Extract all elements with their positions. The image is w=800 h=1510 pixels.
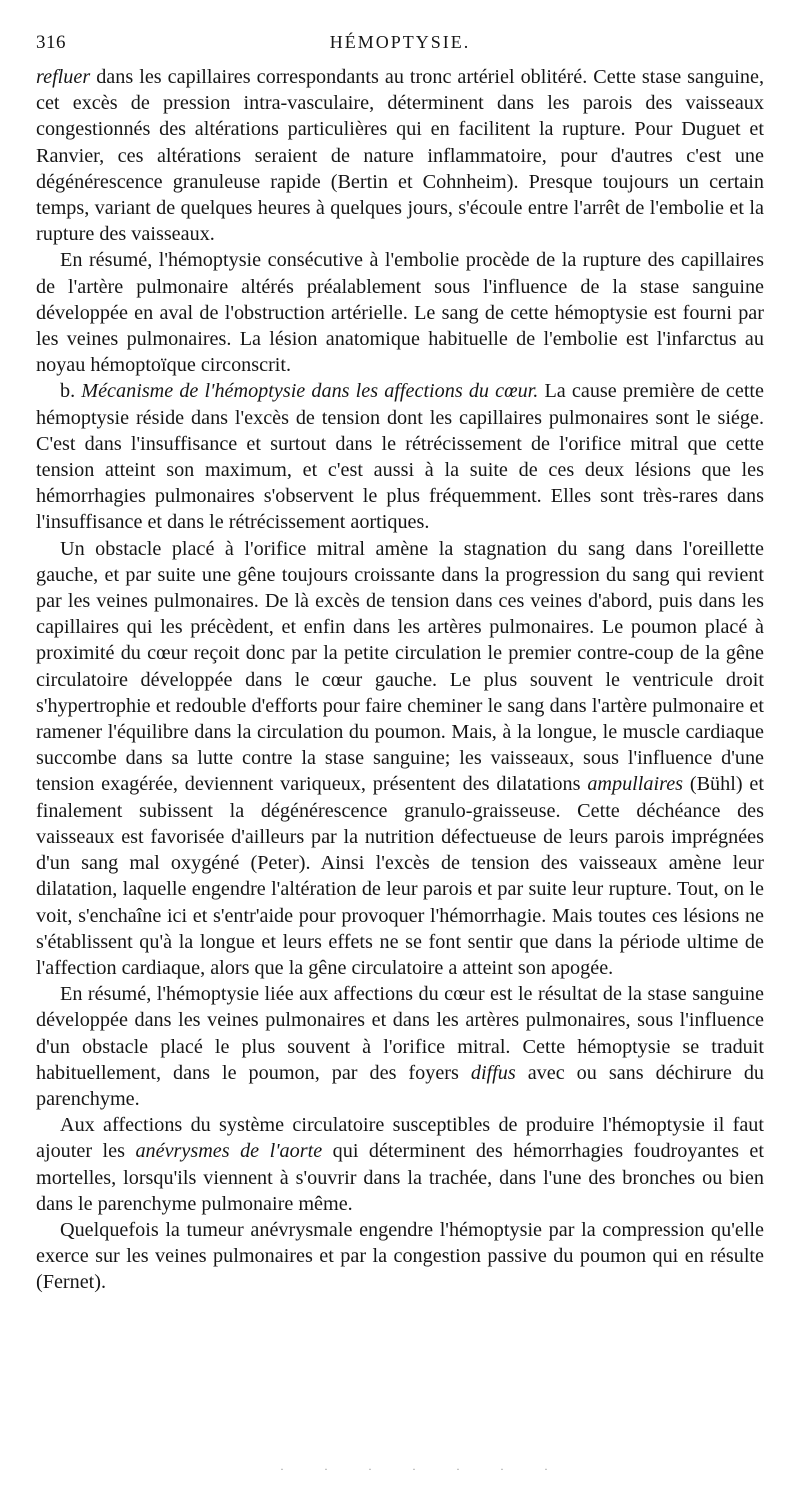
text-run: avec ou sans déchirure du parenchyme. — [36, 1061, 765, 1110]
text-run: En résumé, l'hémoptysie liée aux affections du cœur est le résultat de la stase sanguine développée dans les veines pulmonaires et dans les artères pulmonaires, sous l'influence d'un obstacle placé le plus souvent à l'orifice mitral. Cette hémoptysie se traduit habituellement, dans le poumon, par des foyers — [36, 983, 764, 1084]
paragraph — [36, 247, 764, 378]
italic-text: Mécanisme de l'hémoptysie dans les affections du cœur. — [81, 380, 539, 403]
paragraph — [36, 1112, 764, 1217]
page-header — [36, 30, 764, 58]
italic-text: refluer — [36, 66, 91, 88]
page-number: 316 — [36, 32, 66, 53]
running-title: HÉMOPTYSIE. — [329, 32, 471, 52]
text-run: Aux affections du système circulatoire susceptibles de produire l'hémoptysie il faut ajouter les — [36, 1114, 764, 1163]
paragraph — [36, 981, 764, 1112]
scan-specks: ······· — [280, 1462, 588, 1476]
text-run: Quelquefois la tumeur anévrysmale engendre l'hémoptysie par la compression qu'elle exerce sur les veines pulmonaires et par la congestion passive du poumon qui en résulte (Fernet). — [36, 1218, 764, 1294]
paragraph — [36, 1217, 764, 1296]
italic-text: anévrysmes de l'aorte — [135, 1140, 323, 1163]
body-text — [36, 64, 764, 1296]
text-run: En résumé, l'hémoptysie consécutive à l'embolie procède de la rupture des capillaires de l'artère pulmonaire altérés préalablement sous l'influence de la stase sanguine développée en aval de l'obstruction artérielle. Le sang de cette hémoptysie est fourni par les veines pulmonaires. La lésion anatomique habituelle de l'embolie est l'infarctus au noyau hémoptoïque circonscrit. — [36, 249, 764, 377]
paragraph — [36, 378, 764, 535]
paragraph — [36, 536, 764, 981]
text-run: La cause première de cette hémoptysie réside dans l'excès de tension dont les capillaires pulmonaires sont le siége. C'est dans l'insuffisance et surtout dans le rétrécissement de l'orifice mitral que cette tension atteint son maximum, et c'est aussi à la suite de ces deux lésions que les hémorrhagies pulmonaires s'observent le plus fréquemment. Elles sont très-rares dans l'insuffisance et dans le rétrécissement aortiques. — [36, 380, 764, 534]
text-run: qui déterminent des hémorrhagies foudroyantes et mortelles, lorsqu'ils viennent à s'ouvrir dans la trachée, dans l'une des bronches ou bien dans le parenchyme pulmonaire même. — [36, 1140, 764, 1215]
italic-text: diffus — [470, 1061, 516, 1084]
text-run: b. — [60, 380, 82, 403]
text-run: Un obstacle placé à l'orifice mitral amène la stagnation du sang dans l'oreillette gauche, et par suite une gêne toujours croissante dans la progression du sang qui revient par les veines pulmonaires. De là excès de tension dans ces veines d'abord, puis dans les capillaires qui les précèdent, et enfin dans les artères pulmonaires. Le poumon placé à proximité du cœur reçoit donc par la petite circulation le premier contre-coup de la gêne circulatoire développée dans le cœur gauche. Le plus souvent le ventricule droit s'hypertrophie et redouble d'efforts pour faire cheminer le sang dans l'artère pulmonaire et ramener l'équilibre dans la circulation du poumon. Mais, à la longue, le muscle cardiaque succombe dans sa lutte contre la stase sanguine; les vaisseaux, sous l'influence d'une tension exagérée, deviennent variqueux, présentent des dilatations — [36, 537, 764, 796]
text-run: (Bühl) et finalement subissent la dégénérescence granulo-graisseuse. Cette déchéance des vaisseaux est favorisée d'ailleurs par la nutrition défectueuse de leurs parois imprégnées d'un sang mal oxygéné (Peter). Ainsi l'excès de tension des vaisseaux amène leur dilatation, laquelle engendre l'altération de leur parois et par suite leur rupture. Tout, on le voit, s'enchaîne ici et s'entr'aide pour provoquer l'hémorrhagie. Mais toutes ces lésions ne s'établissent qu'à la longue et leurs effets ne se font sentir que dans la période ultime de l'affection cardiaque, alors que la gêne circulatoire a atteint son apogée. — [36, 773, 764, 979]
text-run: dans les capillaires correspondants au tronc artériel oblitéré. Cette stase sanguine, cet excès de pression intra-vasculaire, déterminent dans les parois des vaisseaux congestionnés des altérations particulières qui en facilitent la rupture. Pour Duguet et Ranvier, ces altérations seraient de nature inflammatoire, pour d'autres c'est une dégénérescence granuleuse rapide (Bertin et Cohnheim). Presque toujours un certain temps, variant de quelques heures à quelques jours, s'écoule entre l'arrêt de l'embolie et la rupture des vaisseaux. — [36, 66, 764, 246]
paragraph — [36, 64, 764, 247]
italic-text: ampullaires — [587, 773, 684, 796]
